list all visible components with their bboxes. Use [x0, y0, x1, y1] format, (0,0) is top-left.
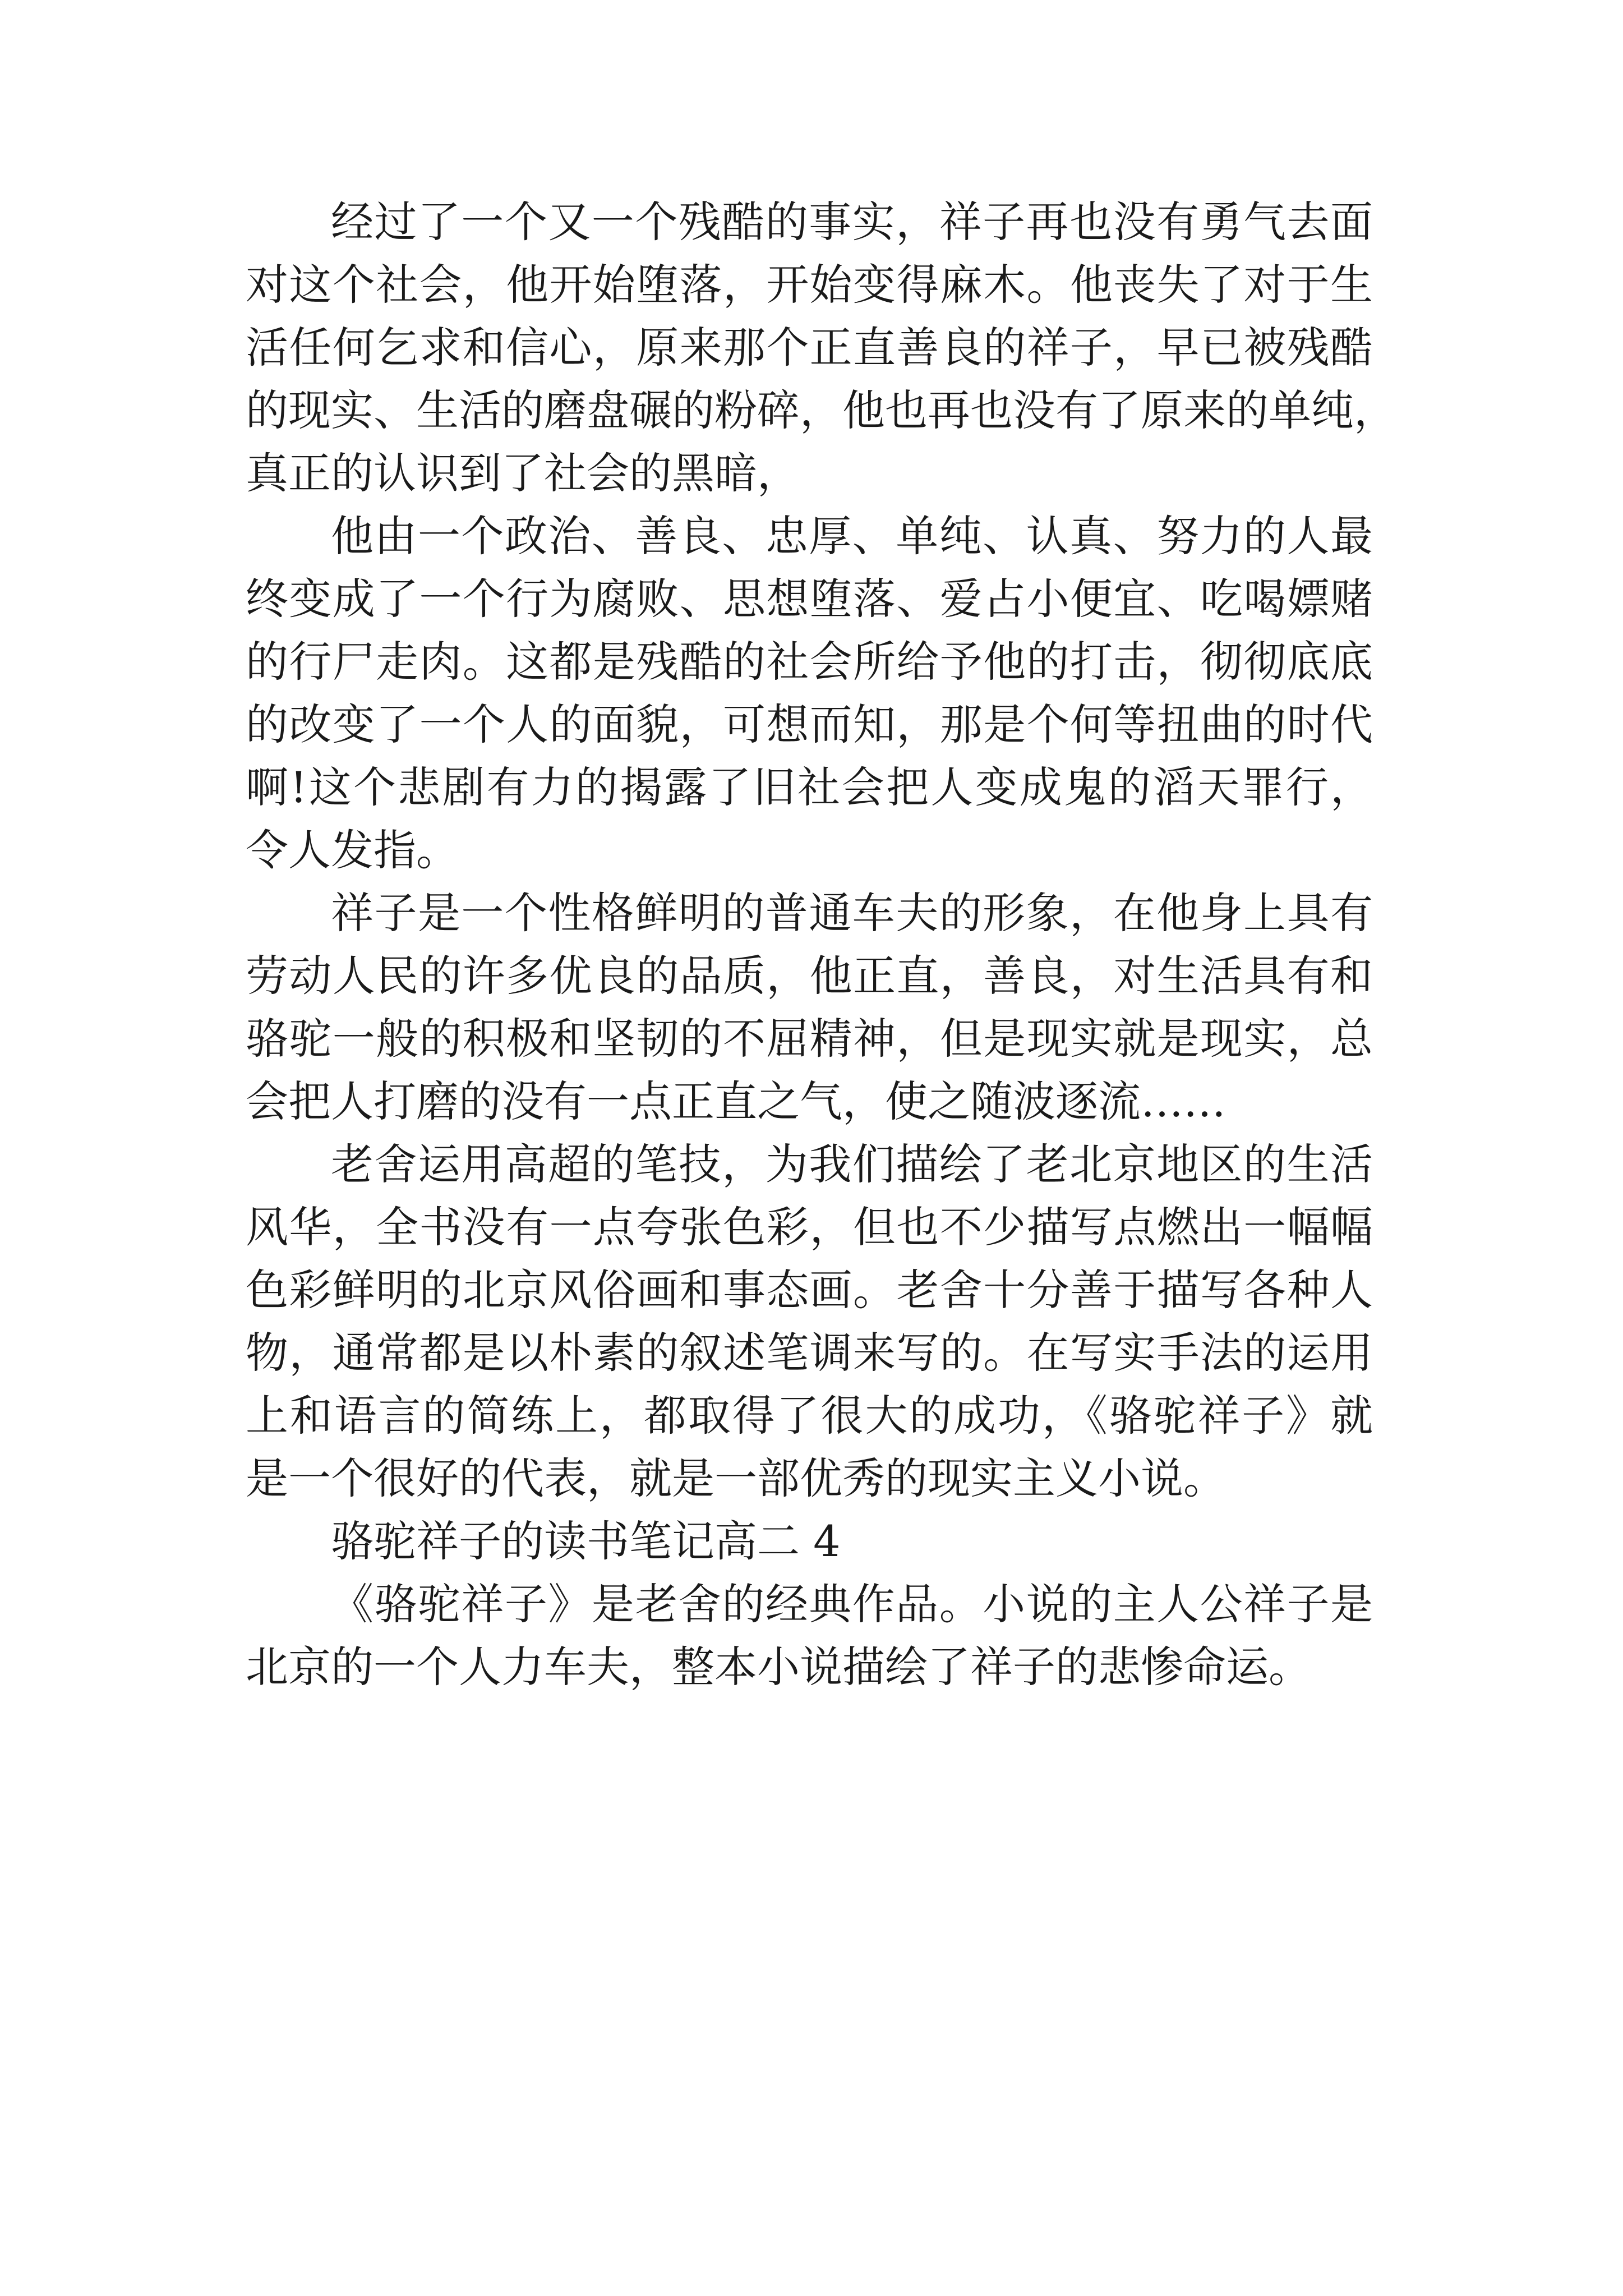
paragraph-4-line-5: 上和语言的简练上，都取得了很大的成功，《骆驼祥子》就: [246, 1391, 1373, 1441]
paragraph-5-line-1: 《骆驼祥子》是老舍的经典作品。小说的主人公祥子是: [331, 1579, 1373, 1629]
paragraph-1-line-4: 的现实、生活的磨盘碾的粉碎，他也再也没有了原来的单纯，: [246, 385, 1396, 435]
paragraph-4-line-3: 色彩鲜明的北京风俗画和事态画。老舍十分善于描写各种人: [246, 1265, 1373, 1315]
paragraph-1-line-1: 经过了一个又一个残酷的事实，祥子再也没有勇气去面: [331, 197, 1373, 247]
paragraph-3-line-3: 骆驼一般的积极和坚韧的不屈精神，但是现实就是现实，总: [246, 1014, 1373, 1064]
paragraph-4-line-6: 是一个很好的代表，就是一部优秀的现实主义小说。: [246, 1453, 1226, 1503]
paragraph-3-line-2: 劳动人民的许多优良的品质，他正直，善良，对生活具有和: [246, 951, 1373, 1001]
paragraph-1-line-2: 对这个社会，他开始堕落，开始变得麻木。他丧失了对于生: [246, 260, 1373, 310]
paragraph-2-line-1: 他由一个政治、善良、忠厚、单纯、认真、努力的人最: [331, 511, 1373, 561]
paragraph-5-line-2: 北京的一个人力车夫，整本小说描绘了祥子的悲惨命运。: [246, 1642, 1311, 1692]
body-text: [246, 191, 1396, 1699]
paragraph-2-line-2: 终变成了一个行为腐败、思想堕落、爱占小便宜、吃喝嫖赌: [246, 574, 1373, 624]
paragraph-4-line-4: 物，通常都是以朴素的叙述笔调来写的。在写实手法的运用: [246, 1328, 1373, 1378]
paragraph-1-line-3: 活任何乞求和信心，原来那个正直善良的祥子，早已被残酷: [246, 323, 1373, 372]
paragraph-3-line-1: 祥子是一个性格鲜明的普通车夫的形象，在他身上具有: [331, 888, 1373, 938]
paragraph-2-line-6: 令人发指。: [246, 825, 459, 875]
paragraph-4-line-2: 风华，全书没有一点夸张色彩，但也不少描写点燃出一幅幅: [246, 1202, 1373, 1252]
paragraph-3-line-4: 会把人打磨的没有一点正直之气，使之随波逐流……: [246, 1076, 1226, 1126]
paragraph-2-line-4: 的改变了一个人的面貌，可想而知，那是个何等扭曲的时代: [246, 700, 1373, 749]
paragraph-2-line-3: 的行尸走肉。这都是残酷的社会所给予他的打击，彻彻底底: [246, 637, 1373, 687]
paragraph-2-line-5: 啊!这个悲剧有力的揭露了旧社会把人变成鬼的滔天罪行，: [246, 762, 1373, 812]
paragraph-1-line-5: 真正的认识到了社会的黑暗，: [246, 448, 800, 498]
section-heading: 骆驼祥子的读书笔记高二 4: [331, 1516, 841, 1566]
paragraph-4-line-1: 老舍运用高超的笔技，为我们描绘了老北京地区的生活: [331, 1139, 1373, 1189]
